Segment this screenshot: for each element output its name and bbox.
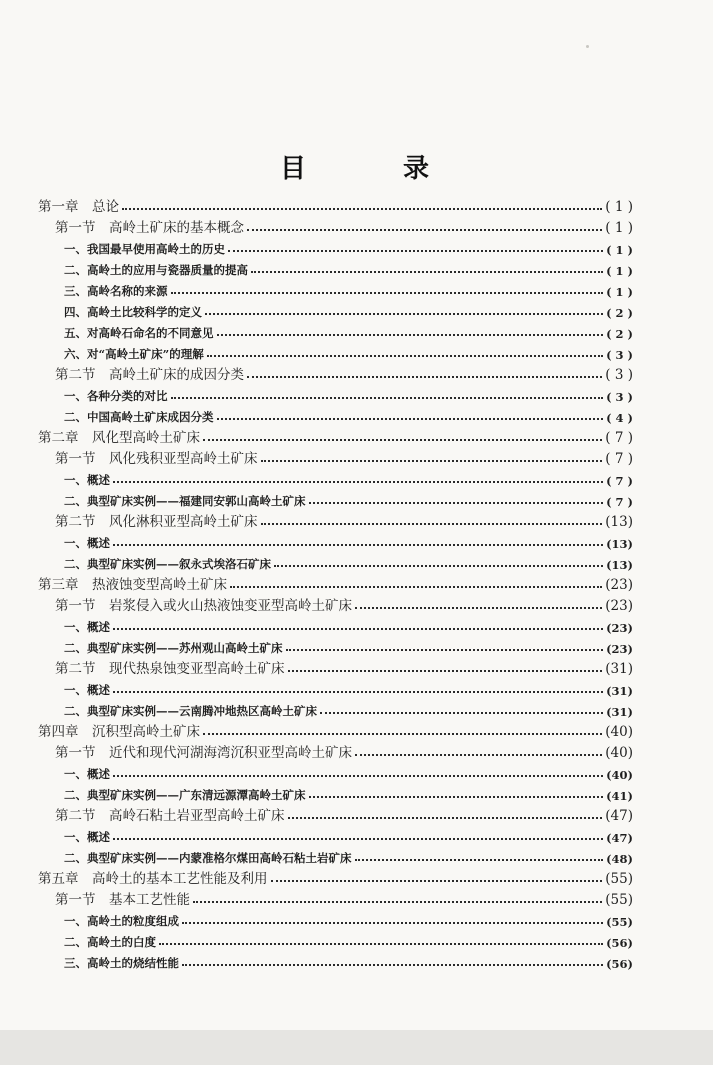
toc-entry-page-number: ( 3 ): [606, 390, 633, 404]
dot-leader: [261, 522, 603, 525]
toc-entry-page-number: (40): [605, 745, 633, 761]
toc-entry-page-number: (55): [605, 892, 633, 908]
toc-entry-label: 第一节 风化残积亚型高岭土矿床: [55, 451, 258, 467]
toc-entry-section: [55, 888, 633, 908]
toc-entry-page-number: (55): [605, 871, 633, 887]
toc-entry-page-number: (23): [606, 642, 633, 656]
dot-leader: [261, 459, 603, 462]
toc-entry-page-number: (48): [606, 852, 633, 866]
toc-entry-label: 一、概述: [64, 767, 110, 781]
dot-leader: [113, 774, 603, 777]
toc-entry-item: [64, 678, 633, 698]
toc-entry-label: 一、我国最早使用高岭土的历史: [64, 242, 225, 256]
dot-leader: [286, 648, 604, 651]
toc-entry-page-number: (56): [606, 936, 633, 950]
toc-entry-item: [64, 762, 633, 782]
toc-entry-section: [55, 363, 633, 383]
toc-entry-section: [55, 510, 633, 530]
toc-entry-section: [55, 447, 633, 467]
toc-entry-item: [64, 342, 633, 362]
dot-leader: [113, 480, 603, 483]
toc-entry-page-number: ( 3 ): [605, 367, 633, 383]
toc-entry-label: 第一节 高岭土矿床的基本概念: [55, 220, 244, 236]
toc-entry-item: [64, 489, 633, 509]
toc-entry-label: 二、典型矿床实例——云南腾冲地热区高岭土矿床: [64, 704, 317, 718]
toc-entry-page-number: (41): [606, 789, 633, 803]
toc-entry-page-number: (23): [606, 621, 633, 635]
toc-entry-item: [64, 279, 633, 299]
toc-entry-label: 一、概述: [64, 683, 110, 697]
toc-entry-page-number: ( 1 ): [605, 220, 633, 236]
toc-entry-label: 二、典型矿床实例——福建同安郭山高岭土矿床: [64, 494, 306, 508]
toc-entry-label: 一、概述: [64, 536, 110, 550]
toc-entry-item: [64, 615, 633, 635]
toc-entry-chapter: [38, 720, 633, 740]
toc-entry-label: 第二节 风化淋积亚型高岭土矿床: [55, 514, 258, 530]
toc-entry-label: 一、高岭土的粒度组成: [64, 914, 179, 928]
dot-leader: [203, 732, 602, 735]
toc-entry-label: 一、概述: [64, 830, 110, 844]
dot-leader: [182, 921, 603, 924]
dot-leader: [113, 690, 603, 693]
toc-entry-item: [64, 321, 633, 341]
toc-entry-page-number: ( 1 ): [606, 285, 633, 299]
dot-leader: [309, 501, 604, 504]
toc-entry-label: 二、高岭土的白度: [64, 935, 156, 949]
toc-entry-label: 第一节 基本工艺性能: [55, 892, 190, 908]
dot-leader: [309, 795, 604, 798]
toc-entry-label: 第一节 近代和现代河湖海湾沉积亚型高岭土矿床: [55, 745, 352, 761]
toc-entry-item: [64, 846, 633, 866]
dot-leader: [271, 879, 603, 882]
toc-entry-page-number: (23): [605, 598, 633, 614]
toc-entry-page-number: ( 2 ): [606, 327, 633, 341]
dot-leader: [113, 837, 603, 840]
toc-entry-page-number: (40): [605, 724, 633, 740]
dot-leader: [288, 816, 603, 819]
toc-entry-label: 第二节 现代热泉蚀变亚型高岭土矿床: [55, 661, 285, 677]
toc-entry-label: 一、概述: [64, 620, 110, 634]
toc-entry-label: 二、典型矿床实例——苏州观山高岭土矿床: [64, 641, 283, 655]
toc-entry-chapter: [38, 426, 633, 446]
toc-entry-label: 第二章 风化型高岭土矿床: [38, 430, 200, 446]
dot-leader: [355, 753, 602, 756]
toc-entry-item: [64, 783, 633, 803]
toc-entry-label: 二、典型矿床实例——内蒙准格尔煤田高岭石粘土岩矿床: [64, 851, 352, 865]
toc-entry-chapter: [38, 573, 633, 593]
dot-leader: [171, 291, 604, 294]
toc-entry-section: [55, 216, 633, 236]
toc-entry-page-number: ( 7 ): [606, 474, 633, 488]
toc-entry-section: [55, 804, 633, 824]
toc-entry-label: 三、高岭土的烧结性能: [64, 956, 179, 970]
toc-entry-page-number: ( 2 ): [606, 306, 633, 320]
toc-entry-section: [55, 741, 633, 761]
toc-entry-label: 第一节 岩浆侵入或火山热液蚀变亚型高岭土矿床: [55, 598, 352, 614]
toc-entry-page-number: (47): [605, 808, 633, 824]
toc-entry-item: [64, 384, 633, 404]
dot-leader: [113, 543, 603, 546]
toc-entry-item: [64, 468, 633, 488]
dot-leader: [207, 354, 603, 357]
toc-entry-item: [64, 930, 633, 950]
toc-entry-item: [64, 951, 633, 971]
toc-entry-item: [64, 531, 633, 551]
toc-entry-label: 第二节 高岭石粘土岩亚型高岭土矿床: [55, 808, 285, 824]
toc-entry-page-number: ( 7 ): [606, 495, 633, 509]
toc-entry-label: 六、对“高岭土矿床”的理解: [64, 347, 204, 361]
dot-leader: [355, 858, 604, 861]
toc-entry-page-number: (13): [606, 537, 633, 551]
page-title: 目 录: [279, 154, 474, 184]
dot-leader: [355, 606, 602, 609]
toc-entry-page-number: (40): [606, 768, 633, 782]
toc-entry-chapter: [38, 867, 633, 887]
toc-entry-page-number: ( 3 ): [606, 348, 633, 362]
toc-entry-label: 二、典型矿床实例——叙永式埃洛石矿床: [64, 557, 271, 571]
toc-entry-section: [55, 657, 633, 677]
toc-entry-page-number: (55): [606, 915, 633, 929]
scan-edge: [0, 1030, 713, 1065]
toc-entry-page-number: (47): [606, 831, 633, 845]
dot-leader: [122, 207, 602, 210]
toc-entry-page-number: ( 7 ): [605, 430, 633, 446]
dot-leader: [320, 711, 603, 714]
toc-entry-page-number: (13): [606, 558, 633, 572]
toc-entry-page-number: ( 1 ): [606, 243, 633, 257]
toc-entry-page-number: ( 4 ): [606, 411, 633, 425]
dot-leader: [247, 375, 602, 378]
toc-entry-label: 第四章 沉积型高岭土矿床: [38, 724, 200, 740]
toc-entry-section: [55, 594, 633, 614]
toc-entry-label: 四、高岭土比较科学的定义: [64, 305, 202, 319]
dot-leader: [247, 228, 602, 231]
dot-leader: [205, 312, 603, 315]
toc-entry-label: 三、高岭名称的来源: [64, 284, 168, 298]
toc-entry-label: 第三章 热液蚀变型高岭土矿床: [38, 577, 227, 593]
toc-entry-item: [64, 237, 633, 257]
toc-entry-item: [64, 300, 633, 320]
toc-entry-page-number: (31): [606, 684, 633, 698]
toc-entry-page-number: (31): [606, 705, 633, 719]
paper-speck: [586, 45, 589, 48]
dot-leader: [203, 438, 602, 441]
toc-entry-page-number: ( 1 ): [606, 264, 633, 278]
dot-leader: [113, 627, 603, 630]
toc-entry-page-number: (31): [605, 661, 633, 677]
toc-entry-item: [64, 909, 633, 929]
toc-entry-page-number: ( 1 ): [605, 199, 633, 215]
toc-entry-item: [64, 552, 633, 572]
dot-leader: [171, 396, 604, 399]
dot-leader: [193, 900, 602, 903]
dot-leader: [182, 963, 603, 966]
toc-entry-label: 第二节 高岭土矿床的成因分类: [55, 367, 244, 383]
toc-entry-item: [64, 636, 633, 656]
toc-entry-label: 五、对高岭石命名的不同意见: [64, 326, 214, 340]
toc-entry-item: [64, 258, 633, 278]
toc-entry-label: 二、高岭土的应用与瓷器质量的提高: [64, 263, 248, 277]
toc-entry-chapter: [38, 195, 633, 215]
dot-leader: [159, 942, 603, 945]
dot-leader: [228, 249, 603, 252]
toc-entry-label: 一、各种分类的对比: [64, 389, 168, 403]
toc-entry-item: [64, 699, 633, 719]
toc-entry-item: [64, 405, 633, 425]
toc-entry-page-number: (56): [606, 957, 633, 971]
toc-entry-label: 二、中国高岭土矿床成因分类: [64, 410, 214, 424]
dot-leader: [288, 669, 603, 672]
toc-entry-label: 第五章 高岭土的基本工艺性能及利用: [38, 871, 268, 887]
dot-leader: [217, 417, 604, 420]
toc-entry-label: 一、概述: [64, 473, 110, 487]
dot-leader: [230, 585, 602, 588]
dot-leader: [274, 564, 603, 567]
dot-leader: [217, 333, 604, 336]
toc-entry-page-number: (13): [605, 514, 633, 530]
toc-entry-item: [64, 825, 633, 845]
toc-entry-page-number: (23): [605, 577, 633, 593]
toc-entry-label: 第一章 总论: [38, 199, 119, 215]
toc-entry-label: 二、典型矿床实例——广东清远源潭高岭土矿床: [64, 788, 306, 802]
dot-leader: [251, 270, 603, 273]
toc-entry-page-number: ( 7 ): [605, 451, 633, 467]
